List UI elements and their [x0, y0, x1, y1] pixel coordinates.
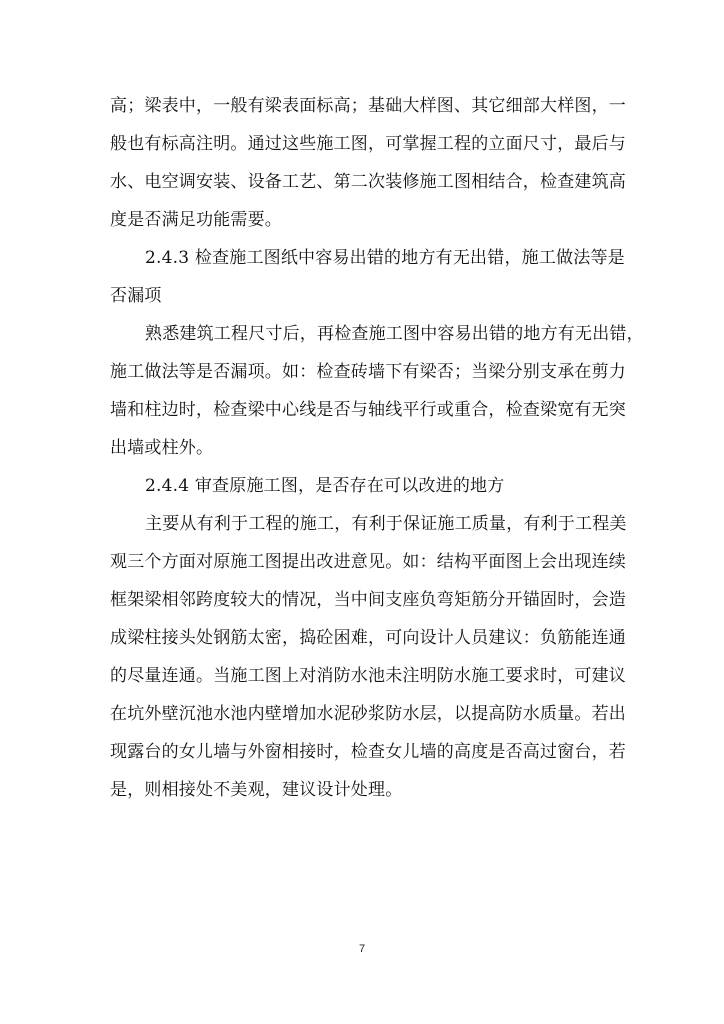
section-heading-2-4-3: 2.4.3 检查施工图纸中容易出错的地方有无出错，施工做法等是	[145, 248, 625, 268]
body-text-line: 墙和柱边时，检查梁中心线是否与轴线平行或重合，检查梁宽有无突	[110, 400, 626, 420]
body-text-line: 般也有标高注明。通过这些施工图，可掌握工程的立面尺寸，最后与	[110, 134, 626, 154]
body-text-line: 是，则相接处不美观，建议设计处理。	[110, 780, 403, 800]
body-text-line: 熟悉建筑工程尺寸后，再检查施工图中容易出错的地方有无出错，	[145, 324, 644, 344]
body-text-line: 主要从有利于工程的施工，有利于保证施工质量，有利于工程美	[145, 514, 627, 534]
body-text-line: 的尽量连通。当施工图上对消防水池未注明防水施工要求时，可建议	[110, 666, 626, 686]
body-text-line: 水、电空调安装、设备工艺、第二次装修施工图相结合，检查建筑高	[110, 172, 626, 192]
section-heading-continuation: 否漏项	[110, 286, 162, 306]
body-text-line: 施工做法等是否漏项。如：检查砖墙下有梁否；当梁分别支承在剪力	[110, 362, 626, 382]
body-text-line: 框架梁相邻跨度较大的情况，当中间支座负弯矩筋分开锚固时，会造	[110, 590, 626, 610]
body-text-line: 高；梁表中，一般有梁表面标高；基础大样图、其它细部大样图，一	[110, 96, 626, 116]
page-number: 7	[358, 943, 366, 955]
section-heading-2-4-4: 2.4.4 审查原施工图，是否存在可以改进的地方	[145, 476, 505, 496]
body-text-line: 观三个方面对原施工图提出改进意见。如：结构平面图上会出现连续	[110, 552, 626, 572]
body-text-line: 出墙或柱外。	[110, 438, 214, 458]
body-text-line: 在坑外壁沉池水池内壁增加水泥砂浆防水层，以提高防水质量。若出	[110, 704, 626, 724]
body-text-line: 现露台的女儿墙与外窗相接时，检查女儿墙的高度是否高过窗台，若	[110, 742, 626, 762]
body-text-line: 度是否满足功能需要。	[110, 210, 282, 230]
body-text-line: 成梁柱接头处钢筋太密，捣砼困难，可向设计人员建议：负筋能连通	[110, 628, 626, 648]
